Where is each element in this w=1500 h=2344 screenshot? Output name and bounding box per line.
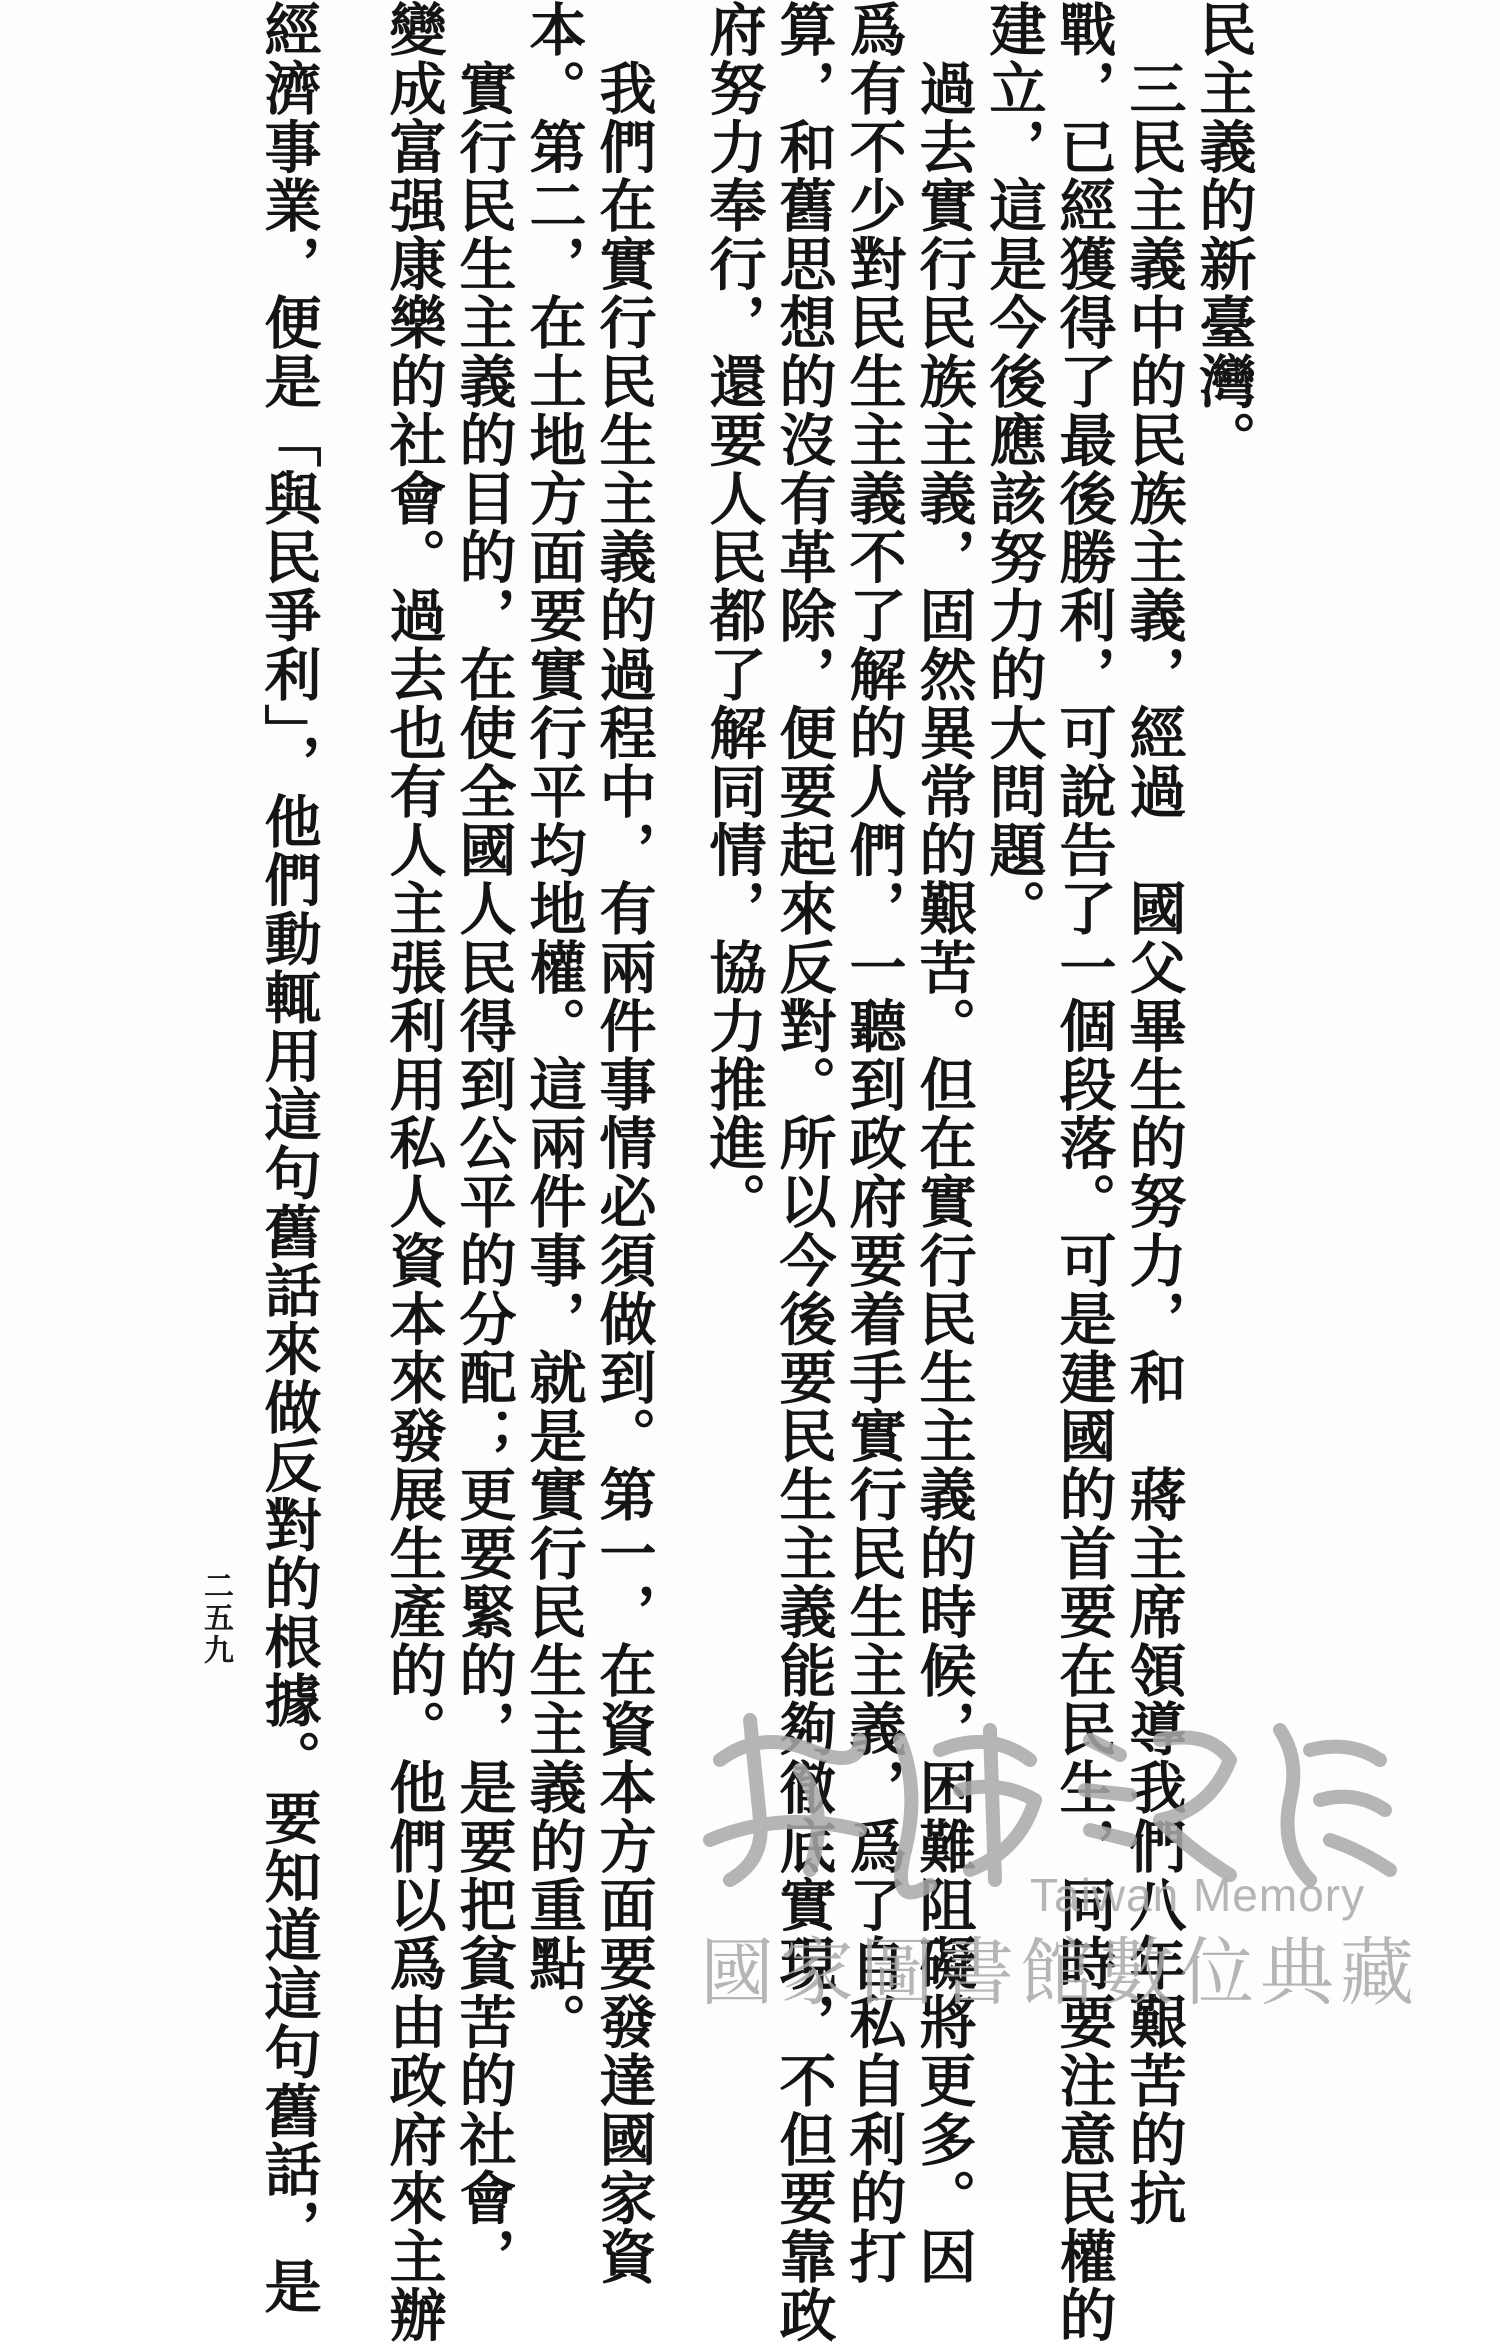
- watermark-chinese: 國家圖書館數位典藏: [700, 1930, 1420, 2016]
- text-column-11: 實行民生主義的目的，在使全國人民得到公平的分配；更要緊的，是要把貧苦的社會，: [450, 0, 517, 2286]
- text-column-1: 民主義的新臺灣。: [1190, 0, 1257, 469]
- text-column-8: 府努力奉行，還要人民都了解同情，協力推進。: [700, 0, 767, 1231]
- page-number: 二五九: [198, 1570, 233, 1666]
- text-column-4: 建立，這是今後應該努力的大問題。: [980, 0, 1047, 938]
- watermark-english: Taiwan Memory: [1030, 1869, 1366, 1921]
- text-column-7: 算，和舊思想的沒有革除，便要起來反對。所以今後要民生主義能夠徹底實現，不但要靠政: [770, 0, 837, 2344]
- text-column-6: 爲有不少對民生主義不了解的人們，一聽到政府要着手實行民生主義，爲了自私自利的打: [840, 0, 907, 2286]
- text-column-3: 戰，已經獲得了最後勝利，可說告了一個段落。可是建國的首要在民生，同時要注意民權的: [1050, 0, 1117, 2344]
- text-column-12: 變成富强康樂的社會。過去也有人主張利用私人資本來發展生產的。他們以爲由政府來主辦: [380, 0, 447, 2344]
- text-column-9: 我們在實行民生主義的過程中，有兩件事情必須做到。第一，在資本方面要發達國家資: [590, 0, 657, 2286]
- text-column-5: 過去實行民族主義，固然異常的艱苦。但在實行民生主義的時候，困難阻礙將更多。因: [910, 0, 977, 2286]
- text-column-13: 經濟事業，便是「與民爭利」，他們動輒用這句舊話來做反對的根據。要知道這句舊話，是: [255, 0, 322, 2316]
- text-column-2: 三民主義中的民族主義，經過 國父畢生的努力，和 蔣主席領導我們八年艱苦的抗: [1120, 0, 1187, 2227]
- text-column-10: 本。第二，在土地方面要實行平均地權。這兩件事，就是實行民生主義的重點。: [520, 0, 587, 2051]
